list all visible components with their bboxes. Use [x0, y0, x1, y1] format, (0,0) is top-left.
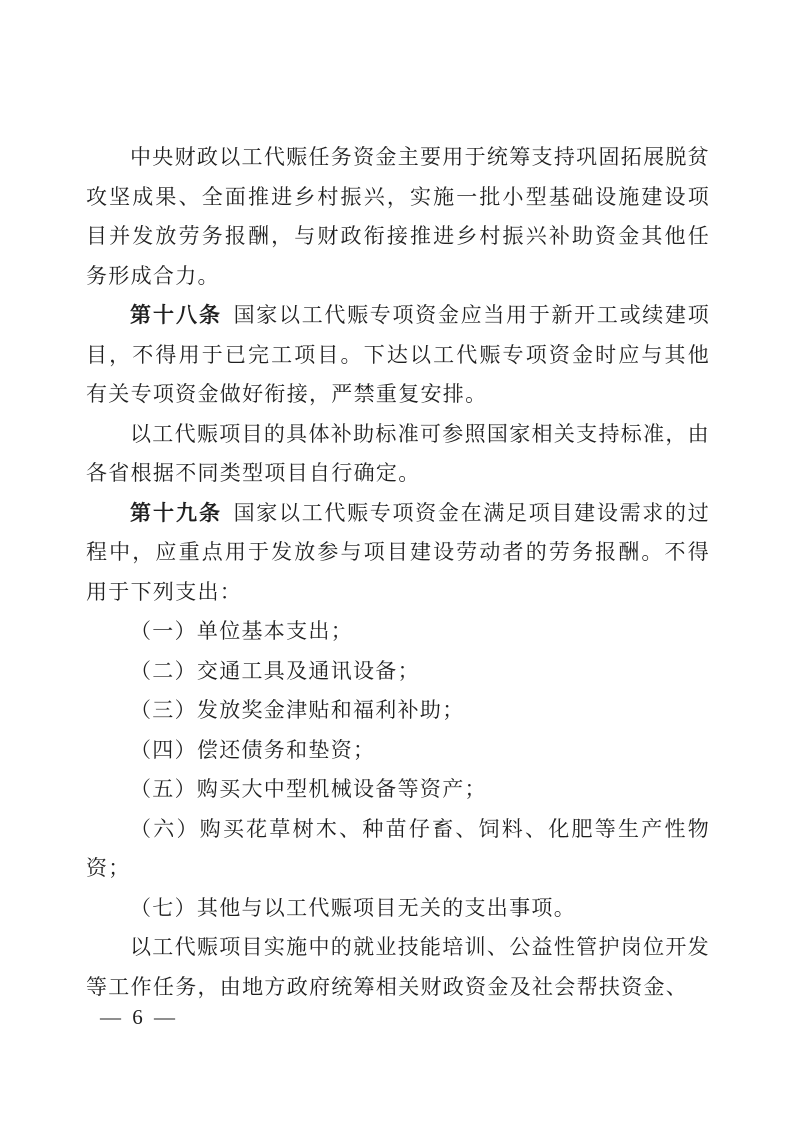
- list-item-text: （七）其他与以工代赈项目无关的支出事项。: [130, 895, 576, 920]
- paragraph-text: 以工代赈项目的具体补助标准可参照国家相关支持标准，由各省根据不同类型项目自行确定。: [86, 421, 710, 485]
- article-19-text: 国家以工代赈专项资金在满足项目建设需求的过程中，应重点用于发放参与项目建设劳动者的劳务报酬。不得用于下列支出：: [86, 500, 710, 604]
- list-item-1: [86, 612, 710, 652]
- article-18-label: 第十八条: [130, 304, 223, 327]
- paragraph-article-18: [86, 296, 710, 415]
- article-19-label: 第十九条: [130, 501, 223, 525]
- paragraph-training-tasks: [86, 928, 710, 1007]
- list-item-5: [86, 770, 710, 810]
- list-item-text: （四）偿还债务和垫资；: [130, 737, 376, 762]
- paragraph-central-funds: [86, 138, 710, 296]
- paragraph-text: 以工代赈项目实施中的就业技能培训、公益性管护岗位开发等工作任务，由地方政府统筹相关财政资金及社会帮扶资金、: [86, 935, 710, 999]
- document-body: [86, 138, 710, 1007]
- list-item-3: [86, 691, 710, 731]
- paragraph-article-19: [86, 494, 710, 613]
- list-item-2: [86, 652, 710, 692]
- article-18-text: 国家以工代赈专项资金应当用于新开工或续建项目，不得用于已完工项目。下达以工代赈专项资金时应与其他有关专项资金做好衔接，严禁重复安排。: [86, 303, 710, 406]
- list-item-7: [86, 889, 710, 929]
- list-item-6: [86, 810, 710, 889]
- list-item-text: （三）发放奖金津贴和福利补助；: [130, 698, 465, 722]
- list-item-text: （一）单位基本支出；: [130, 619, 353, 643]
- list-item-text: （六）购买花草树木、种苗仔畜、饲料、化肥等生产性物资；: [86, 816, 710, 880]
- paragraph-text: 中央财政以工代赈任务资金主要用于统筹支持巩固拓展脱贫攻坚成果、全面推进乡村振兴，实施一批小型基础设施建设项目并发放劳务报酬，与财政衔接推进乡村振兴补助资金其他任务形成合力。: [86, 145, 710, 288]
- list-item-text: （二）交通工具及通讯设备；: [130, 658, 420, 683]
- list-item-text: （五）购买大中型机械设备等资产；: [130, 777, 487, 801]
- page-number: — 6 —: [100, 1005, 178, 1029]
- list-item-4: [86, 731, 710, 771]
- paragraph-subsidy-standard: [86, 415, 710, 494]
